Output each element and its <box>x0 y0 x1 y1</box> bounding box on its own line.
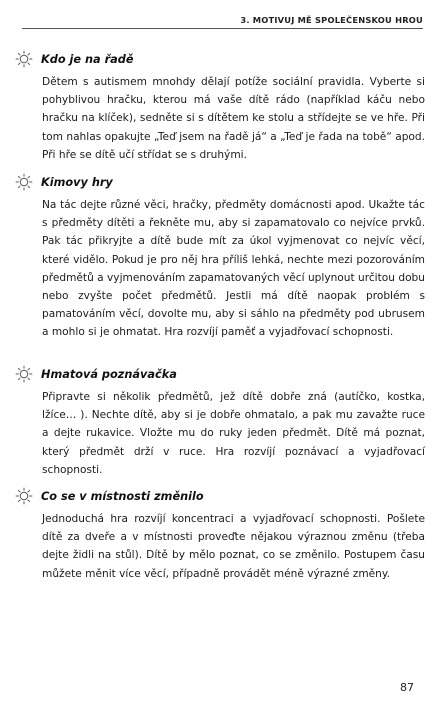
section-paragraph: Na tác dejte různé věci, hračky, předměty domácnosti apod. Ukažte tác s předměty dítěti a řekněte mu, aby si zapamatovalo co nejvíce prvků. Pak tác přikryjte a dítě bude mít za úkol vyjmenovat co nejvíc věcí, které vidělo. Pokud je pro něj hra příliš lehká, nechte mezi pozorováním předmětů a vyjmenováním zapamatovaných věcí uplynout určitou dobu nebo zvyšte počet předmětů. Jestli má dítě naopak problém s pamatováním věcí, dovolte mu, aby si sáhlo na předměty pod ubrusem a mohlo si je ohmatat. Hra rozvíjí paměť a vyjadřovací schopnosti. <box>42 199 425 339</box>
section-kimovy-hry <box>15 173 425 342</box>
section-heading <box>15 365 425 383</box>
section-body <box>42 388 425 479</box>
section-title: Kdo je na řadě <box>41 52 134 66</box>
section-title: Hmatová poznávačka <box>41 367 177 381</box>
section-kdo-je-na-rade <box>15 50 425 164</box>
sun-outline-icon <box>15 173 33 191</box>
sun-outline-icon <box>15 365 33 383</box>
section-body <box>42 196 425 342</box>
page-number: 87 <box>400 681 414 694</box>
section-paragraph: Dětem s autismem mnohdy dělají potíže sociální pravidla. Vyberte si pohyblivou hračku, kterou má vaše dítě rádo (například káču nebo hračku na klíček), sedněte si s dítětem ke stolu a střídejte se ve hře. Při tom nahlas opakujte „Teď jsem na řadě já“ a „Teď je řada na tobě“ apod. Při hře se dítě učí střídat se s druhými. <box>42 76 425 161</box>
running-header-title: 3. MOTIVUJ MĚ SPOLEČENSKOU HROU <box>240 15 423 25</box>
section-paragraph: Jednoduchá hra rozvíjí koncentraci a vyjadřovací schopnosti. Pošlete dítě za dveře a v místnosti proveďte nějakou výraznou změnu (třeba dejte židli na stůl). Dítě by mělo poznat, co se změnilo. Postupem času můžete měnit více věcí, případně provádět méně výrazné změny. <box>42 513 425 580</box>
section-body <box>42 73 425 164</box>
sun-outline-icon <box>15 50 33 68</box>
section-paragraph: Připravte si několik předmětů, jež dítě dobře zná (autíčko, kostka, lžíce… ). Nechte dítě, aby si je dobře ohmatalo, a pak mu zavažte ruce a dejte rukavice. Vložte mu do ruky jeden předmět. Dítě má poznat, který předmět drží v ruce. Hra rozvíjí poznávací a vyjadřovací schopnosti. <box>42 391 425 476</box>
section-heading <box>15 487 425 505</box>
section-co-se-v-mistnosti-zmenilo <box>15 487 425 583</box>
section-title: Kimovy hry <box>41 175 113 189</box>
section-hmatova-poznavacka <box>15 365 425 479</box>
section-body <box>42 510 425 583</box>
sun-outline-icon <box>15 487 33 505</box>
section-heading <box>15 173 425 191</box>
running-header <box>22 15 423 29</box>
section-title: Co se v místnosti změnilo <box>41 489 204 503</box>
section-heading <box>15 50 425 68</box>
